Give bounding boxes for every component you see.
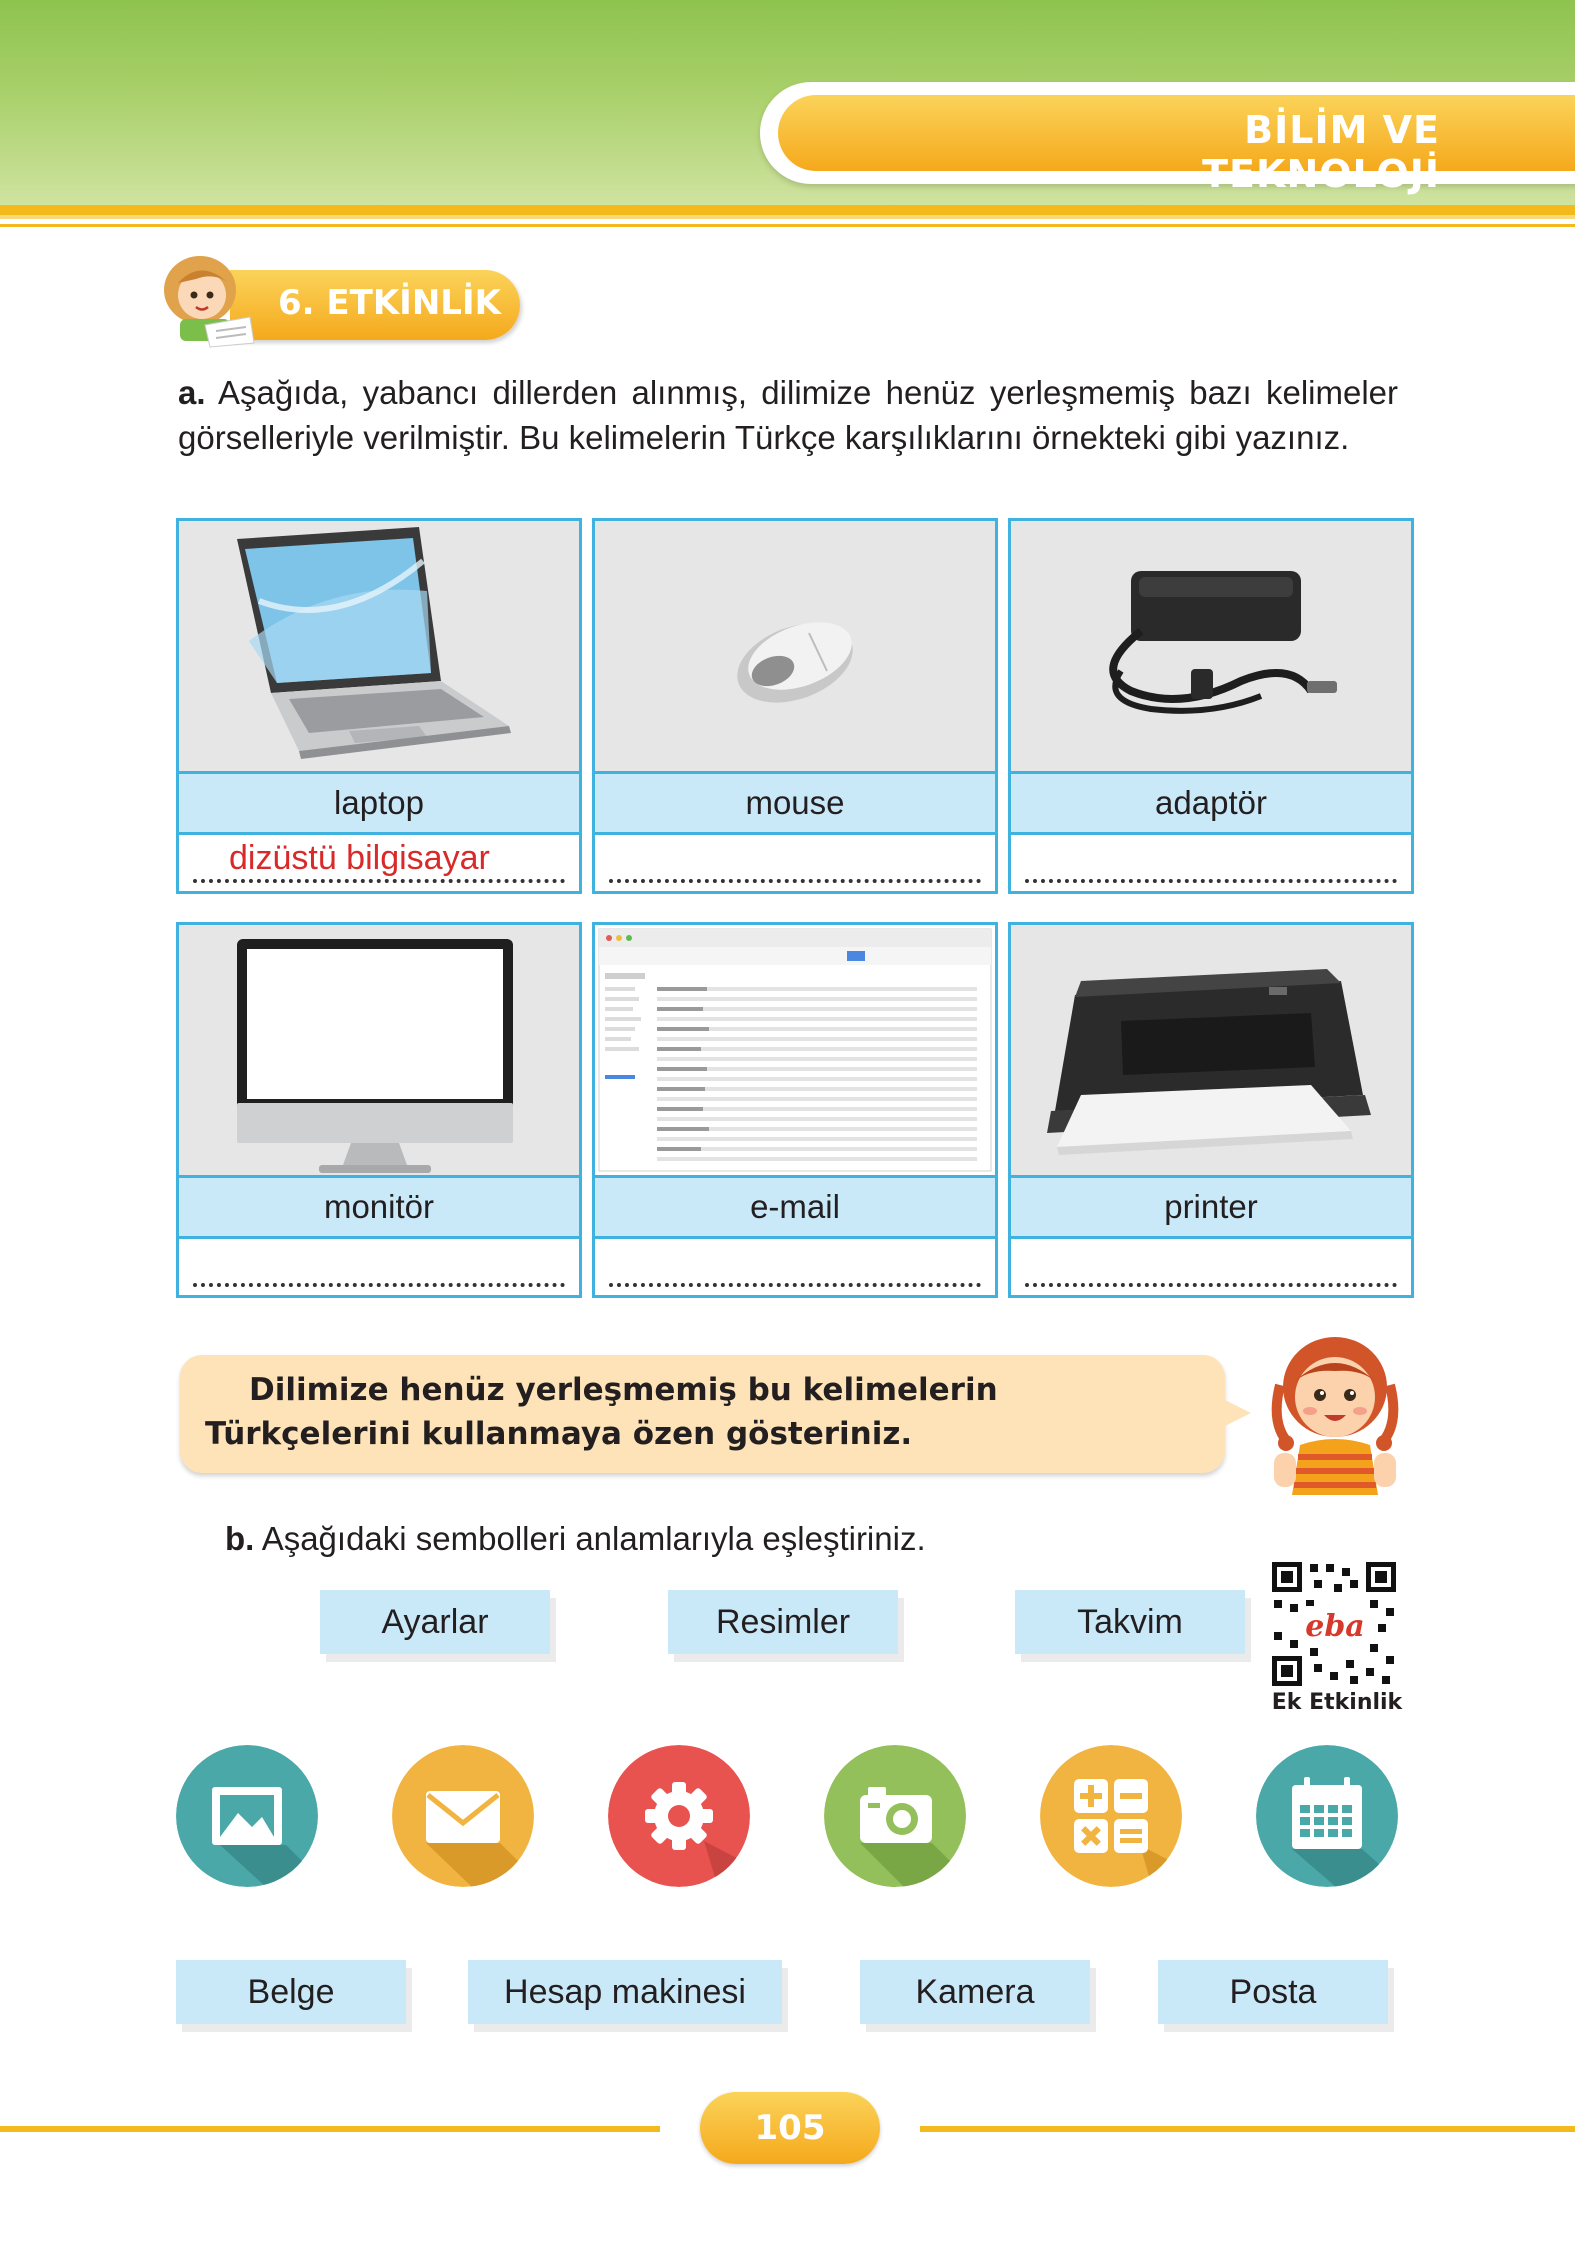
instruction-b xyxy=(225,1520,926,1558)
gear-icon[interactable] xyxy=(608,1745,750,1887)
activity-badge-label: 6. ETKİNLİK xyxy=(278,283,501,323)
answer-line[interactable] xyxy=(1011,835,1411,891)
theme-title: BİLİM VE TEKNOLOJİ xyxy=(1202,108,1440,196)
word-card-mouse xyxy=(592,518,998,894)
header-stripe xyxy=(0,224,1575,227)
mouse-image xyxy=(595,521,995,774)
word-card-laptop xyxy=(176,518,582,894)
camera-icon[interactable] xyxy=(824,1745,966,1887)
word-label: monitör xyxy=(179,1178,579,1239)
answer-line[interactable] xyxy=(595,835,995,891)
girl-writing-illustration xyxy=(150,245,260,350)
speech-bubble-tail xyxy=(1215,1395,1251,1431)
label-takvim[interactable]: Takvim xyxy=(1015,1590,1245,1654)
dotted-line xyxy=(193,879,565,883)
label-posta[interactable]: Posta xyxy=(1158,1960,1388,2024)
laptop-image xyxy=(179,521,579,774)
word-label: printer xyxy=(1011,1178,1411,1239)
header-stripe xyxy=(0,215,1575,219)
part-b-letter: b. xyxy=(225,1520,255,1557)
answer-line[interactable] xyxy=(1011,1239,1411,1295)
dotted-line xyxy=(1025,879,1397,883)
image-icon[interactable] xyxy=(176,1745,318,1887)
qr-code[interactable] xyxy=(1270,1560,1398,1688)
dotted-line xyxy=(193,1283,565,1287)
word-label: laptop xyxy=(179,774,579,835)
adapter-image xyxy=(1011,521,1411,774)
word-card-printer xyxy=(1008,922,1414,1298)
header-stripe xyxy=(0,205,1575,215)
word-label: e-mail xyxy=(595,1178,995,1239)
label-ayarlar[interactable]: Ayarlar xyxy=(320,1590,550,1654)
answer-line[interactable] xyxy=(179,1239,579,1295)
email-screenshot-image xyxy=(595,925,995,1178)
girl-illustration xyxy=(1250,1325,1420,1495)
printer-image xyxy=(1011,925,1411,1178)
footer-line-left xyxy=(0,2126,660,2132)
word-label: adaptör xyxy=(1011,774,1411,835)
answer-line[interactable] xyxy=(595,1239,995,1295)
word-card-adapter xyxy=(1008,518,1414,894)
calendar-icon[interactable] xyxy=(1256,1745,1398,1887)
eba-logo: eba xyxy=(1305,1609,1365,1644)
part-a-text: Aşağıda, yabancı dillerden alınmış, dilimize henüz yerleşmemiş bazı kelimeler görselleriyle verilmiştir. Bu kelimelerin Türkçe karşılıklarını örnekteki gibi yazınız. xyxy=(178,374,1399,456)
label-resimler[interactable]: Resimler xyxy=(668,1590,898,1654)
instruction-a xyxy=(178,370,1398,460)
monitor-image xyxy=(179,925,579,1178)
page-number: 105 xyxy=(700,2092,880,2164)
dotted-line xyxy=(1025,1283,1397,1287)
mail-icon[interactable] xyxy=(392,1745,534,1887)
qr-caption: Ek Etkinlik xyxy=(1271,1690,1403,1715)
label-kamera[interactable]: Kamera xyxy=(860,1960,1090,2024)
note-text: Dilimize henüz yerleşmemiş bu kelimelerin Türkçelerini kullanmaya özen gösteriniz. xyxy=(205,1372,998,1452)
answer-line[interactable] xyxy=(179,835,579,891)
dotted-line xyxy=(609,879,981,883)
dotted-line xyxy=(609,1283,981,1287)
word-label: mouse xyxy=(595,774,995,835)
calculator-icon[interactable] xyxy=(1040,1745,1182,1887)
word-card-monitor xyxy=(176,922,582,1298)
footer-line-right xyxy=(920,2126,1575,2132)
part-a-letter: a. xyxy=(178,374,206,411)
label-hesap-makinesi[interactable]: Hesap makinesi xyxy=(468,1960,782,2024)
label-belge[interactable]: Belge xyxy=(176,1960,406,2024)
part-b-text: Aşağıdaki sembolleri anlamlarıyla eşleştiriniz. xyxy=(261,1520,926,1557)
example-answer: dizüstü bilgisayar xyxy=(229,839,490,877)
word-card-email xyxy=(592,922,998,1298)
